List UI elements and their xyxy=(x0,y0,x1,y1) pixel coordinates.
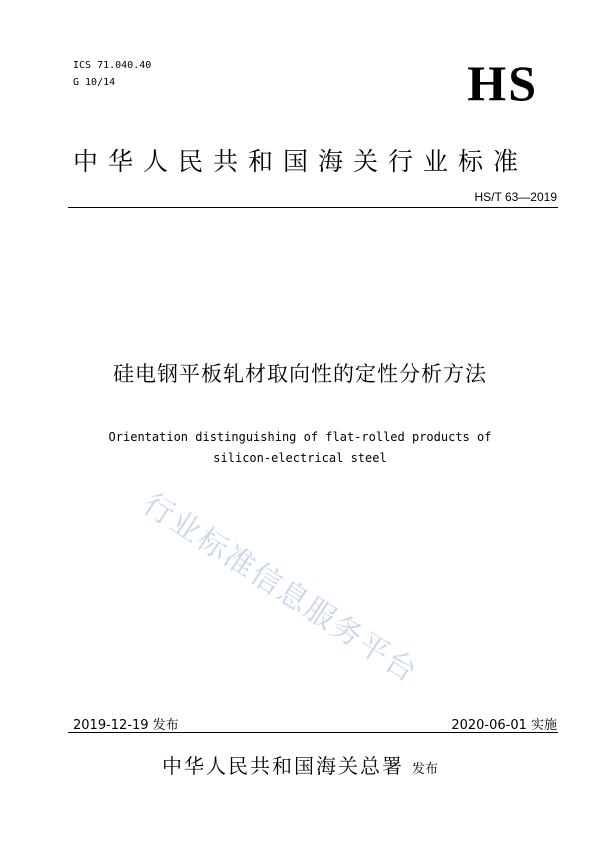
classification-code: G 10/14 xyxy=(73,77,116,88)
standard-number: HS/T 63—2019 xyxy=(474,190,557,204)
implementation-date: 2020-06-01 实施 xyxy=(451,718,557,733)
issuer-line xyxy=(0,750,600,779)
standard-category-title: 中华人民共和国海关行业标准 xyxy=(73,147,529,176)
issuer-name: 中华人民共和国海关总署 xyxy=(161,754,404,778)
document-title-chinese: 硅电钢平板轧材取向性的定性分析方法 xyxy=(113,362,487,386)
bottom-divider xyxy=(68,732,558,733)
issuer-suffix: 发布 xyxy=(411,762,438,777)
document-title-english-line2: silicon-electrical steel xyxy=(213,451,387,465)
top-divider xyxy=(68,207,558,208)
watermark: 行业标准信息服务平台 xyxy=(136,486,425,691)
publication-date: 2019-12-19 发布 xyxy=(73,718,179,733)
ics-code: ICS 71.040.40 xyxy=(73,60,152,71)
hs-logo: HS xyxy=(467,55,538,111)
document-title-english-line1: Orientation distinguishing of flat-rolled products of xyxy=(108,430,492,444)
